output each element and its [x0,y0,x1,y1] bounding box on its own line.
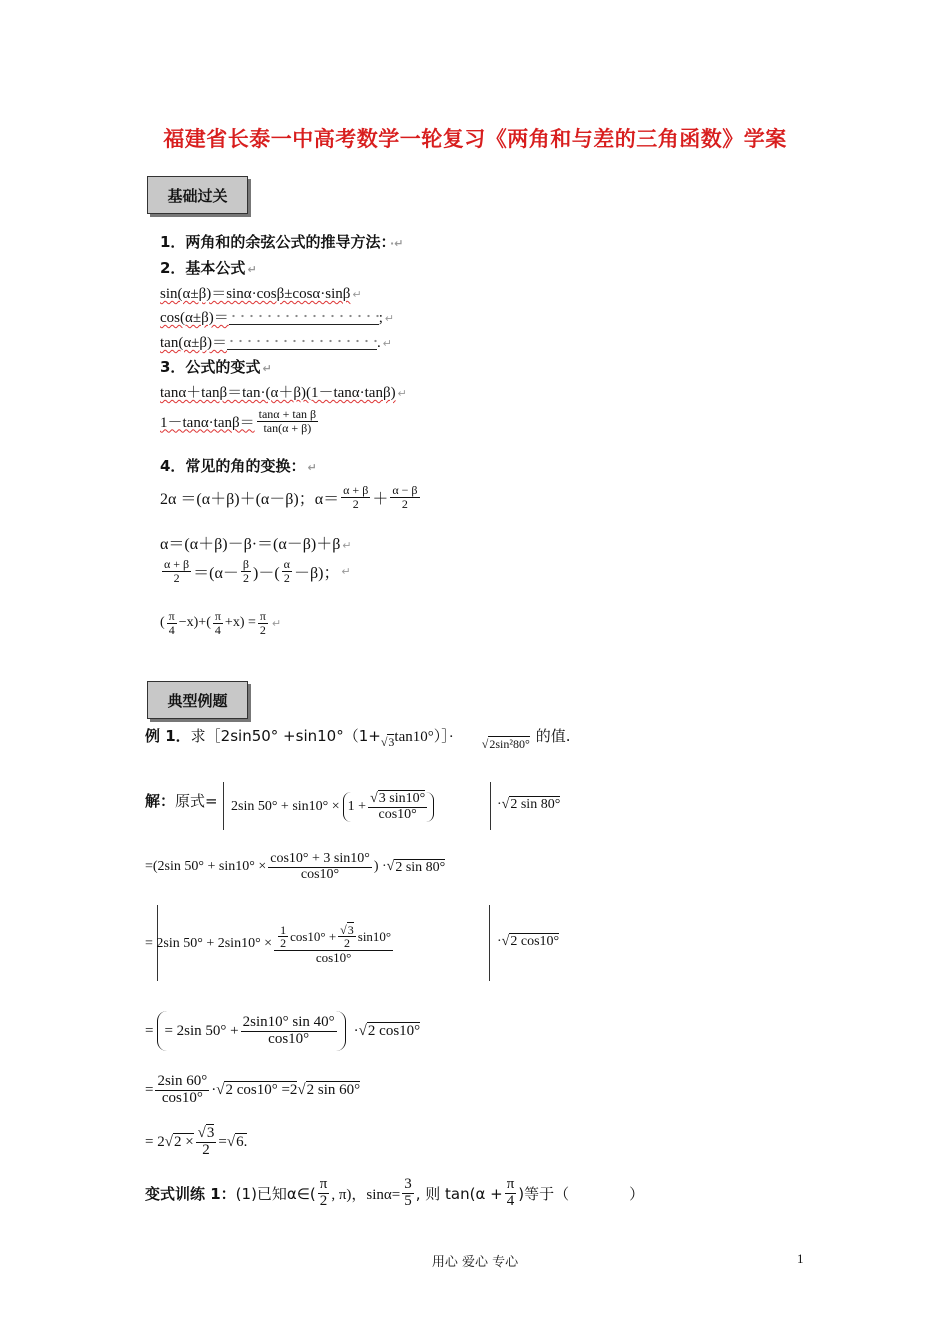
item-2-text: 2．基本公式 [160,259,246,277]
page-footer: 用心 爱心 专心 [431,1255,519,1270]
item-4-text: 4．常见的角的变换： [160,457,306,475]
blank-line [229,312,379,325]
angle-transform-4: ( $\frac{\pi}{4}$ −x)+( $\frac{\pi}{4}$ +x) = $\frac{\pi}{2}$ ↵ [160,609,282,637]
formula-cos: cos(α±β)＝ ; ↵ [160,310,395,326]
item-2: 2．基本公式 ↵ [160,259,257,277]
solution-line-1-tail: ·√2 sin 80° [497,797,561,812]
solution-line-4: = = 2sin 50° + $\frac{2\sin 10^\circ \sin 40^\circ}{\cos 10^\circ}$ · √ 2 cos10° [145,1008,420,1054]
solution-line-6: = 2 √ 2 × $\frac{√3}{2}$ = √ 6. [145,1125,248,1158]
section-header-basics: 基础过关 [147,176,248,214]
formula-variant-2: 1－tanα·tanβ＝ $\frac{\text{tanα + tan β}}{\tan(\alpha + \beta)}$ [160,407,317,435]
solution-line-1: 2sin 50° + sin10° × 1 + $\frac{√3 \sin 10^\circ}{\cos 10^\circ}$ [231,785,434,829]
solution-line-5: = $\frac{2\sin 60^\circ}{\cos 10^\circ}$ · √ 2 cos10° =2 √ 2 sin 60° [145,1073,361,1106]
practice-1: 变式训练 1： (1)已知α∈( $\frac{\pi}{2}$ , π)，sinα= $\frac{3}{5}$ , 则 tan(α + $\frac{\pi}{4}$ )等于（ ） [145,1176,645,1209]
example-label: 例 1． [145,727,191,745]
solution-line-2: =(2sin 50° + sin10° × $\frac{\cos 10^\circ + 3 \sin 10^\circ}{\cos 10^\circ}$ ) · √ 2 sin 80° [145,851,446,882]
formula-tan: tan(α±β)＝ . ↵ [160,335,393,351]
angle-transform-2: α＝(α＋β)－β·＝(α－β)＋β ↵ [160,536,352,553]
item-3-text: 3．公式的变式 [160,358,261,376]
document-title: 福建省长泰一中高考数学一轮复习《两角和与差的三角函数》学案 [163,127,787,151]
item-1: 1．两角和的余弦公式的推导方法： ·↵ [160,233,404,251]
page-number: 1 [797,1251,804,1266]
section-header-examples: 典型例题 [147,681,248,719]
solution-label: 解：原式= [145,792,218,810]
solution-line-3-tail: ·√2 cos10° [497,934,560,949]
fraction: $\frac{\text{tanα + tan β}}{\tan(\alpha + \beta)}$ [258,407,317,435]
formula-sin: sin(α±β)＝sinα·cosβ±cosα·sinβ ↵ [160,286,362,302]
item-3: 3．公式的变式 ↵ [160,358,272,376]
example-1-question: 例 1． 求［2sin50° +sin10°（1+ √3 tan10°）］· √2sin²80° 的值. [145,727,571,751]
angle-transform-3: $\frac{\alpha + \beta}{2}$ ＝(α－ $\frac{\beta}{2}$ )－( $\frac{\alpha}{2}$ －β)； ↵ [164,557,351,585]
formula-variant-1: tanα＋tanβ＝tan·(α＋β)(1－tanα·tanβ) ↵ [160,385,407,401]
blank-line [227,337,377,350]
item-1-text: 1．两角和的余弦公式的推导方法： [160,233,388,251]
item-4: 4．常见的角的变换： ↵ [160,457,317,475]
angle-transform-1: 2α ＝(α＋β)＋(α－β)；α＝ $\frac{\alpha + \beta}{2}$ ＋ $\frac{\alpha - \beta}{2}$ [160,483,418,511]
solution-line-3: = 2sin 50° + 2sin10° × $\frac{1}{2}$ cos10° + $\frac{√3}{2}$ sin10° cos10° [145,922,392,965]
practice-label: 变式训练 1： [145,1184,236,1203]
